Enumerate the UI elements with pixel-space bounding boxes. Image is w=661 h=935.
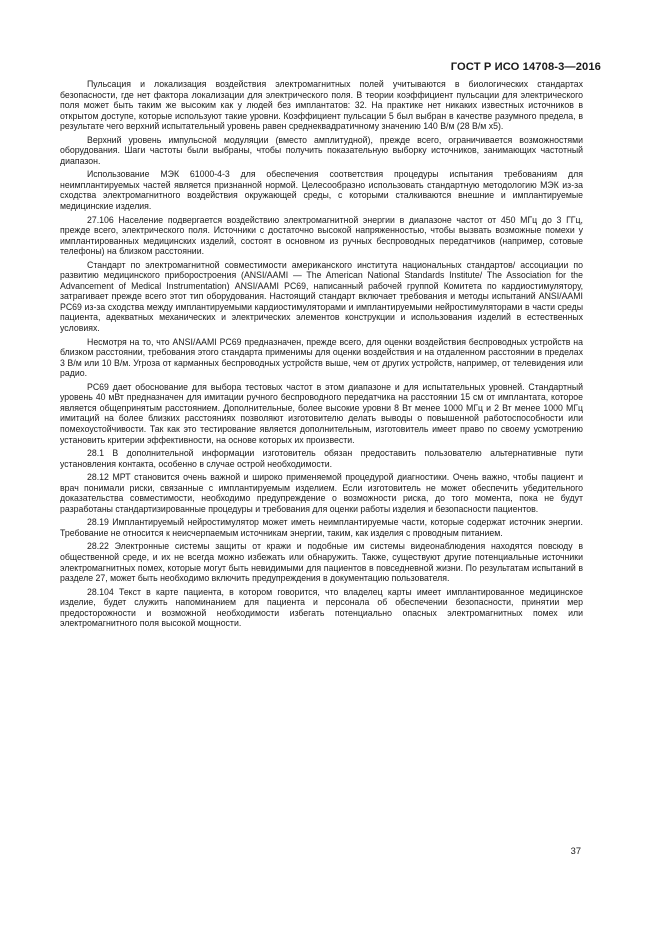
paragraph: 28.12 МРТ становится очень важной и широко применяемой процедурой диагностики. Очень важно, чтобы пациент и врач понимали риски, связанные с имплантируемым изделием. Если изготовитель не может обеспечить убедительного доказательства совместимости, необходимо предупреждение о возможности риска, до того момента, пока не будут разработаны стандартизированные процедуры и требования для оценки работы изделия и безопасности пациентов. [60, 472, 583, 514]
paragraph: Пульсация и локализация воздействия электромагнитных полей учитываются в биологических стандартах безопасности, где нет фактора локализации для электрического поля. В теории коэффициент пульсации для электрического поля может быть таким же высоким как у людей без имплантатов: 32. На практике нет никаких известных источников в открытом доступе, которые используют такие уровни. Коэффициент пульсации 5 был выбран в качестве разумного предела, в результате чего верхний испытательный уровень равен среднеквадратичному значению 140 В/м (28 В/м х5). [60, 79, 583, 132]
paragraph: PC69 дает обоснование для выбора тестовых частот в этом диапазоне и для испытательных уровней. Стандартный уровень 40 мВт предназначен для имитации ручного беспроводного передатчика на расстоянии 15 см от имплантата, которое является общепринятым расстоянием. Дополнительные, более высокие уровни 8 Вт менее 1000 МГц и 2 Вт менее 1000 МГц имитаций на более близких расстояниях позволяют изготовителю делать выводы о повышенной работоспособности или помехоустойчивости. Так как это тестирование является дополнительным, изготовитель имеет право по своему усмотрению установить критерии эффективности, на основе которых их произвести. [60, 381, 583, 445]
paragraph: Верхний уровень импульсной модуляции (вместо амплитудной), прежде всего, ограничивается возможностями оборудования. Шаги частоты были выбраны, чтобы получить показательную выборку источников, занимающих частотный диапазон. [60, 134, 583, 166]
paragraph: 28.19 Имплантируемый нейростимулятор может иметь неимплантируемые части, которые содержат источник энергии. Требование не относится к неисчерпаемым источникам энергии, таким, как изделия с проводным питанием. [60, 517, 583, 538]
paragraph: 28.22 Электронные системы защиты от кражи и подобные им системы видеонаблюдения находятся повсюду в общественной среде, и их не всегда можно избежать или обнаружить. Также, существуют другие потенциальные источники электромагнитных помех, которые могут быть невидимыми для пациентов в повседневной жизни. По результатам испытаний в разделе 27, может быть необходимо включить предупреждения в документацию пользователя. [60, 541, 583, 584]
paragraph: Использование МЭК 61000-4-3 для обеспечения соответствия процедуры испытания требованиям для неимплантируемых частей является признанной нормой. Целесообразно использовать стандартную методологию МЭК из-за сходства электромагнитного воздействия окружающей среды, с которыми сталкиваются внешние и имплантируемые медицинские изделия. [60, 169, 583, 212]
paragraph: 28.104 Текст в карте пациента, в котором говорится, что владелец карты имеет имплантированное медицинское изделие, будет служить напоминанием для пациента и персонала об обеспечении безопасности, принятии мер предосторожности и возможной необходимости избегать потенциально опасных электромагнитных помех или электромагнитного поля высокой мощности. [60, 586, 583, 629]
paragraph: 27.106 Население подвергается воздействию электромагнитной энергии в диапазоне частот от 450 МГц до 3 ГГц, прежде всего, электрического поля. Источники с достаточно высокой напряженностью, чтобы вызвать возможные помехи у имплантированных медицинских изделий, состоят в основном из ручных беспроводных передатчиков (например, сотовые телефоны) на близком расстоянии. [60, 214, 583, 257]
paragraph: Несмотря на то, что ANSI/AAMI PC69 предназначен, прежде всего, для оценки воздействия беспроводных устройств на близком расстоянии, требования этого стандарта применимы для оценки воздействия и на отдаленном расстоянии в пределах 3 В/м или 10 В/м. Угроза от карманных беспроводных устройств выше, чем от других устройств, например, от телевидения или радио. [60, 336, 583, 379]
paragraph: 28.1 В дополнительной информации изготовитель обязан предоставить пользователю альтернативные пути установления контакта, особенно в случае острой необходимости. [60, 448, 583, 469]
paragraph: Стандарт по электромагнитной совместимости американского института национальных стандартов/ ассоциации по развитию медицинского приборостроения (ANSI/AAMI — The American National Standards Institute/ The Association for the Advancement of Medical Instrumentation) ANSI/AAMI PC69, написанный рабочей группой Комитета по кардиостимулятору, затрагивает прежде всего этот тип оборудования. Настоящий стандарт включает требования и методы испытаний ANSI/AAMI PC69 из-за сходства между имплантируемыми кардиостимуляторами и имплантируемыми нейростимуляторами в части среды пациента, адекватных механических и электрических элементов конструкции и использования изделий в естественных условиях. [60, 259, 583, 334]
standard-number-header: ГОСТ Р ИСО 14708-3—2016 [450, 61, 601, 73]
body-text [60, 79, 583, 632]
page-number: 37 [570, 846, 581, 856]
